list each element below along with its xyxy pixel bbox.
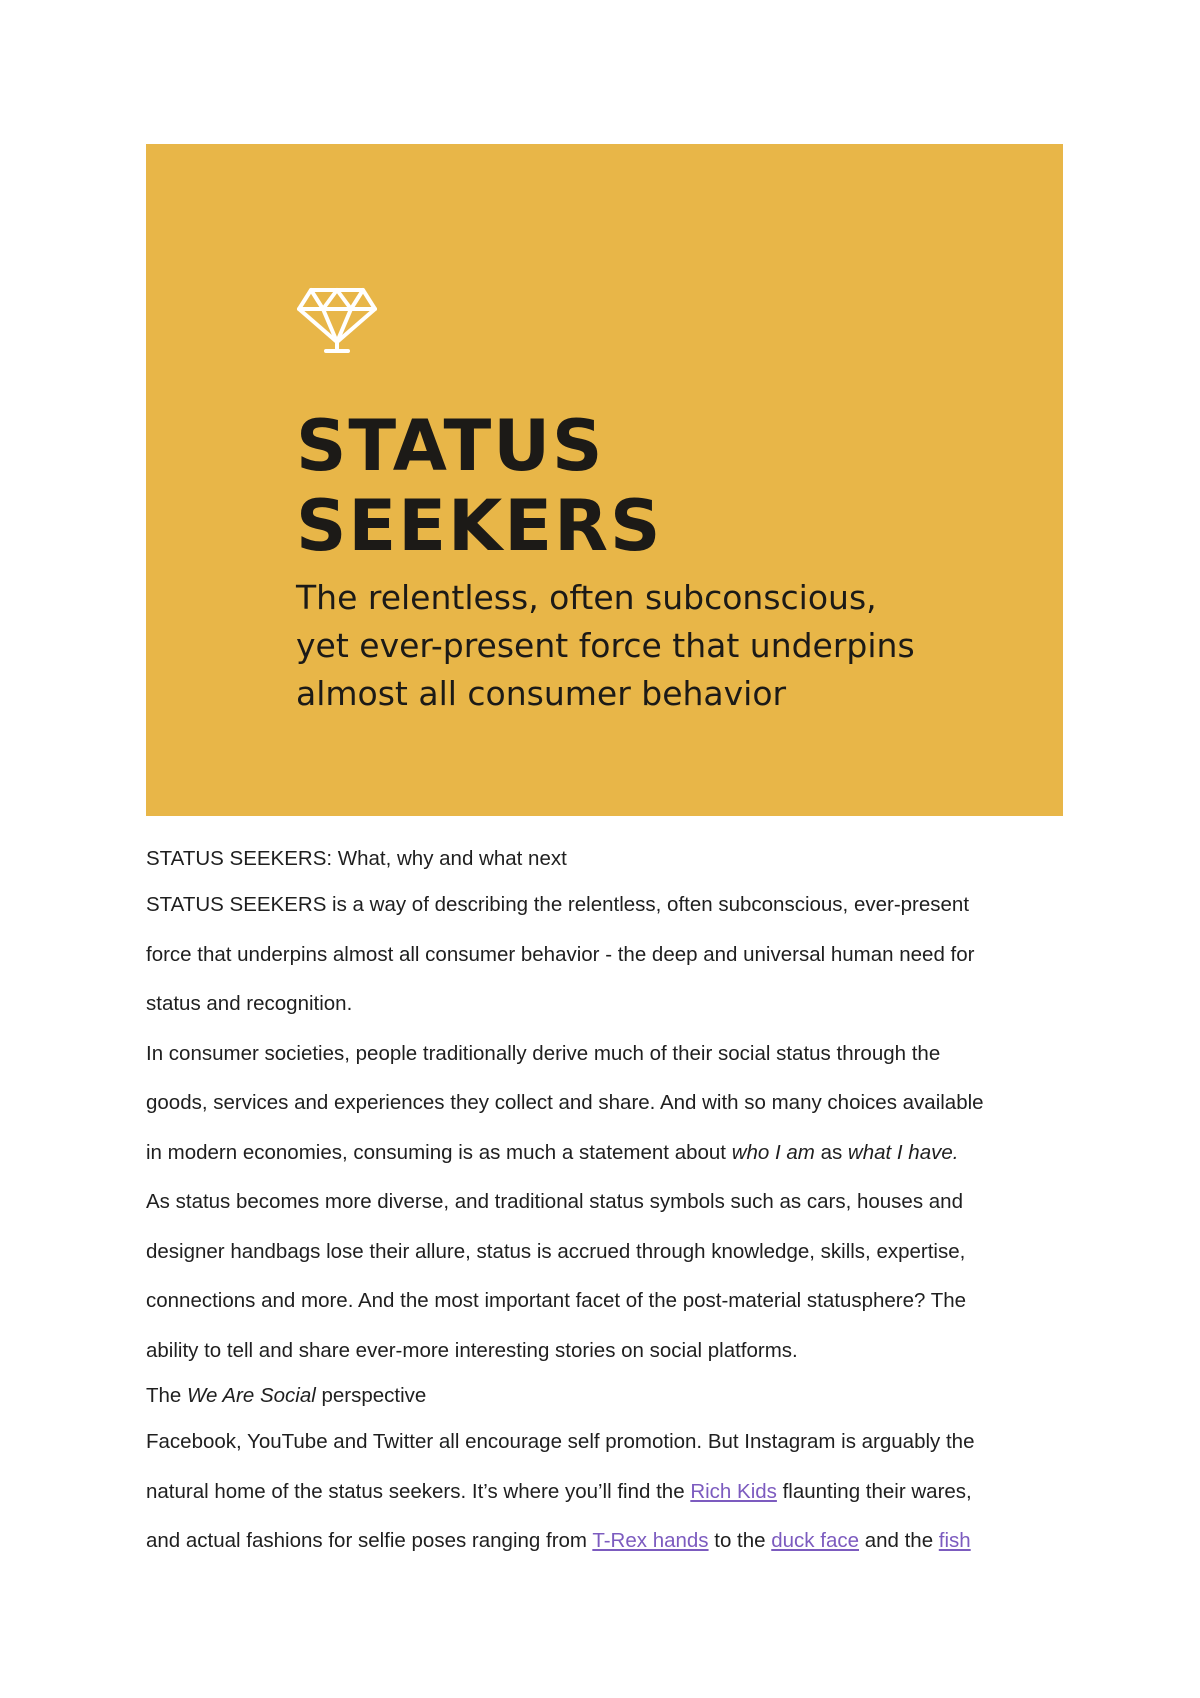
text-line: As status becomes more diverse, and traditional status symbols such as cars, houses and (146, 1190, 963, 1213)
text-line: In consumer societies, people traditionally derive much of their social status through the (146, 1041, 941, 1065)
text-fragment: perspective (315, 1384, 427, 1407)
text-line: status and recognition. (146, 992, 353, 1015)
duck-face-link[interactable]: duck face (771, 1529, 859, 1552)
text-line: force that underpins almost all consumer behavior - the deep and universal human need for (146, 942, 975, 966)
paragraph-instagram (146, 1417, 1076, 1566)
diamond-icon (296, 287, 378, 355)
hero-subtitle-line: yet ever-present force that underpins (296, 626, 915, 665)
text-fragment: The (146, 1384, 188, 1407)
rich-kids-link[interactable]: Rich Kids (690, 1479, 777, 1503)
section-heading (146, 1375, 1076, 1417)
text-fragment: to the (708, 1529, 772, 1552)
paragraph-consumer-societies (146, 1029, 1076, 1178)
hero-title-line: STATUS (296, 405, 605, 487)
text-line: connections and more. And the most important facet of the post-material statusphere? The (146, 1289, 967, 1312)
article-body (146, 838, 1076, 1566)
emphasis-text: We Are Social (187, 1384, 316, 1407)
section-heading: STATUS SEEKERS: What, why and what next (146, 847, 567, 870)
hero-subtitle-line: almost all consumer behavior (296, 674, 787, 713)
hero-subtitle (296, 574, 915, 718)
text-line: designer handbags lose their allure, status is accrued through knowledge, skills, expertise, (146, 1239, 966, 1263)
emphasis-text: what I have. (847, 1140, 959, 1164)
hero-banner (146, 144, 1063, 816)
paragraph-status-diverse (146, 1177, 1076, 1375)
paragraph-intro (146, 880, 1076, 1029)
text-fragment: natural home of the status seekers. It’s where you’ll find the (146, 1479, 691, 1503)
hero-subtitle-line: The relentless, often subconscious, (296, 578, 877, 617)
text-line: goods, services and experiences they collect and share. And with so many choices available (146, 1091, 984, 1114)
text-line: ability to tell and share ever-more interesting stories on social platforms. (146, 1338, 798, 1362)
text-line (146, 1467, 1076, 1517)
text-fragment: and the (859, 1529, 939, 1552)
fish-link[interactable]: fish (938, 1529, 971, 1552)
emphasis-text: who I am (731, 1140, 815, 1164)
hero-title-line: SEEKERS (296, 485, 663, 567)
text-fragment: and actual fashions for selfie poses ranging from (146, 1529, 593, 1552)
text-fragment: flaunting their wares, (776, 1479, 972, 1503)
text-line: STATUS SEEKERS is a way of describing the relentless, often subconscious, ever-present (146, 893, 970, 916)
text-fragment: in modern economies, consuming is as much a statement about (146, 1140, 732, 1164)
text-line (146, 1128, 1076, 1178)
text-line (146, 1516, 1076, 1566)
trex-hands-link[interactable]: T-Rex hands (592, 1529, 709, 1552)
text-fragment: as (814, 1140, 848, 1164)
text-line: Facebook, YouTube and Twitter all encourage self promotion. But Instagram is arguably the (146, 1430, 975, 1453)
hero-title (296, 406, 662, 566)
